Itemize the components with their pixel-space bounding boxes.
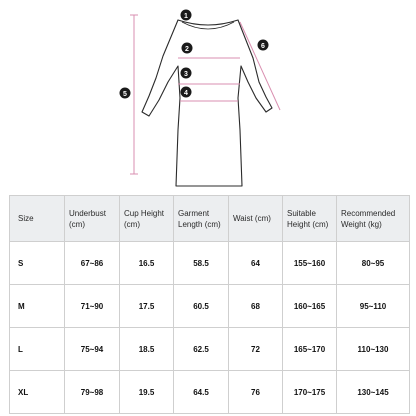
dress-illustration [0,0,416,192]
size-cell: L [10,328,65,371]
underbust-cell: 79~98 [65,371,120,414]
svg-text:5: 5 [123,91,127,98]
size-table-container [9,195,409,408]
table-header-row [10,196,410,242]
cup-height-cell: 16.5 [120,242,174,285]
svg-text:4: 4 [184,90,188,97]
garment-length-cell: 58.5 [174,242,229,285]
marker-4 [181,87,192,98]
table-row [10,242,410,285]
table-row [10,328,410,371]
size-cell: M [10,285,65,328]
dress-outline [142,20,272,186]
recommended-weight-cell: 130~145 [337,371,410,414]
garment-length-cell: 64.5 [174,371,229,414]
garment-length-cell: 60.5 [174,285,229,328]
header-cup-height: Cup Height (cm) [120,196,174,242]
marker-2 [182,43,193,54]
header-suitable-height: Suitable Height (cm) [283,196,337,242]
table-row [10,285,410,328]
header-recommended-weight: Recommended Weight (kg) [337,196,410,242]
cup-height-cell: 19.5 [120,371,174,414]
recommended-weight-cell: 110~130 [337,328,410,371]
marker-3 [181,68,192,79]
waist-cell: 64 [229,242,283,285]
svg-text:1: 1 [184,13,188,20]
svg-text:6: 6 [261,43,265,50]
table-row [10,371,410,414]
svg-text:2: 2 [185,46,189,53]
garment-length-cell: 62.5 [174,328,229,371]
waist-cell: 72 [229,328,283,371]
recommended-weight-cell: 95~110 [337,285,410,328]
size-table [9,195,410,414]
underbust-cell: 75~94 [65,328,120,371]
garment-diagram [0,0,416,192]
header-underbust: Underbust (cm) [65,196,120,242]
waist-cell: 68 [229,285,283,328]
suitable-height-cell: 170~175 [283,371,337,414]
marker-5 [120,88,131,99]
header-waist: Waist (cm) [229,196,283,242]
suitable-height-cell: 165~170 [283,328,337,371]
marker-6 [258,40,269,51]
suitable-height-cell: 155~160 [283,242,337,285]
size-cell: S [10,242,65,285]
svg-text:3: 3 [184,71,188,78]
suitable-height-cell: 160~165 [283,285,337,328]
cup-height-cell: 17.5 [120,285,174,328]
header-garment-length: Garment Length (cm) [174,196,229,242]
marker-1 [181,10,192,21]
underbust-cell: 71~90 [65,285,120,328]
recommended-weight-cell: 80~95 [337,242,410,285]
waist-cell: 76 [229,371,283,414]
header-size: Size [10,196,65,242]
cup-height-cell: 18.5 [120,328,174,371]
underbust-cell: 67~86 [65,242,120,285]
size-cell: XL [10,371,65,414]
